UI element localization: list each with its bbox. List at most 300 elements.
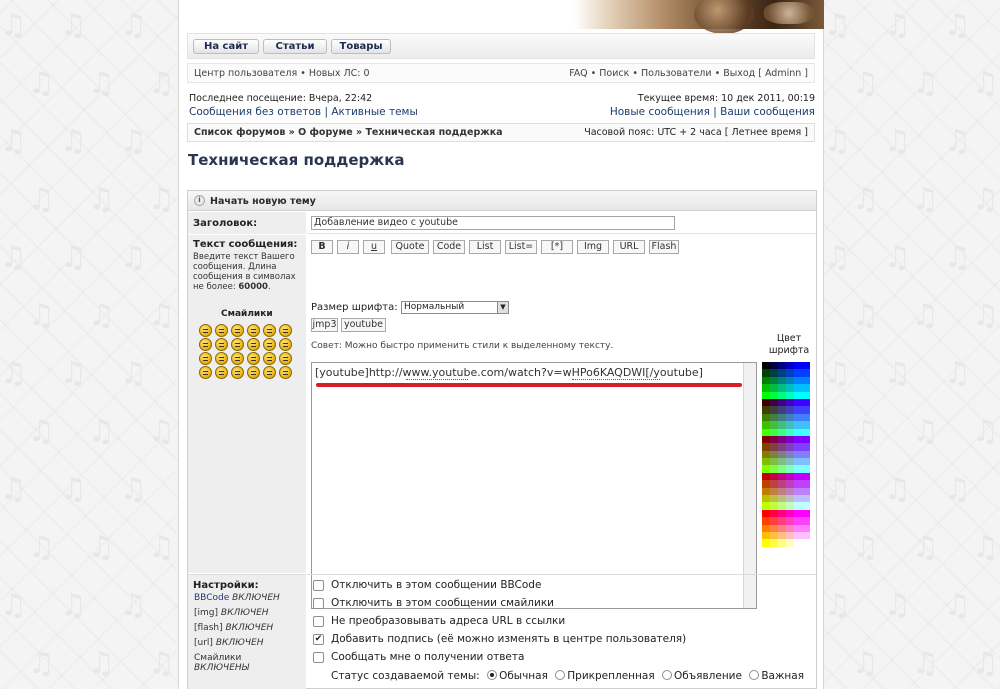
color-swatch[interactable] — [794, 421, 802, 428]
color-swatch[interactable] — [802, 480, 810, 487]
smiley-icon[interactable] — [231, 338, 244, 351]
color-swatch[interactable] — [778, 369, 786, 376]
color-swatch[interactable] — [802, 436, 810, 443]
topic-type-announce-radio[interactable] — [662, 670, 672, 680]
color-swatch[interactable] — [762, 532, 770, 539]
music-note-icon: ♫ — [60, 8, 87, 43]
music-note-icon: ♫ — [0, 472, 27, 507]
color-swatch[interactable] — [786, 414, 794, 421]
bbcode-underline-button[interactable]: u — [363, 240, 385, 254]
color-swatch[interactable] — [802, 392, 810, 399]
color-swatch[interactable] — [778, 532, 786, 539]
color-swatch[interactable] — [778, 502, 786, 509]
color-swatch[interactable] — [770, 525, 778, 532]
music-note-icon: ♫ — [884, 472, 911, 507]
scrollbar[interactable] — [743, 363, 756, 608]
breadcrumb-about[interactable]: О форуме — [298, 127, 353, 138]
color-swatch[interactable] — [794, 510, 802, 517]
color-swatch[interactable] — [802, 451, 810, 458]
color-swatch[interactable] — [770, 510, 778, 517]
color-swatch[interactable] — [770, 443, 778, 450]
new-pm-link[interactable]: Новых ЛС: 0 — [308, 68, 370, 79]
color-swatch[interactable] — [794, 539, 802, 546]
color-swatch[interactable] — [802, 473, 810, 480]
color-swatch[interactable] — [786, 480, 794, 487]
smiley-icon[interactable] — [215, 352, 228, 365]
color-swatch[interactable] — [770, 465, 778, 472]
color-swatch[interactable] — [762, 429, 770, 436]
color-swatch[interactable] — [794, 480, 802, 487]
music-note-icon: ♫ — [912, 414, 939, 449]
music-note-icon: ♫ — [972, 530, 999, 565]
music-note-icon: ♫ — [28, 414, 55, 449]
jmp3-button[interactable]: jmp3 — [312, 319, 337, 330]
music-note-icon: ♫ — [852, 66, 879, 101]
color-swatch[interactable] — [762, 539, 770, 546]
color-swatch[interactable] — [786, 458, 794, 465]
color-swatch[interactable] — [770, 392, 778, 399]
font-size-select[interactable]: Нормальный ▼ — [401, 301, 509, 314]
bbcode-quote-button[interactable]: Quote — [391, 240, 429, 254]
bbcode-italic-button[interactable]: i — [337, 240, 359, 254]
color-swatch[interactable] — [786, 384, 794, 391]
color-swatch[interactable] — [802, 384, 810, 391]
color-swatch[interactable] — [778, 429, 786, 436]
color-swatch[interactable] — [770, 369, 778, 376]
color-swatch[interactable] — [770, 429, 778, 436]
color-swatch[interactable] — [762, 384, 770, 391]
color-swatch[interactable] — [794, 406, 802, 413]
music-note-icon: ♫ — [0, 240, 27, 275]
nav-button-articles[interactable]: Статьи — [263, 39, 327, 54]
color-swatch[interactable] — [794, 502, 802, 509]
color-swatch[interactable] — [778, 495, 786, 502]
music-note-icon: ♫ — [120, 356, 147, 391]
color-swatch[interactable] — [778, 517, 786, 524]
color-swatch[interactable] — [778, 414, 786, 421]
color-swatch[interactable] — [794, 392, 802, 399]
bbcode-bold-button[interactable]: B — [311, 240, 333, 254]
music-note-icon: ♫ — [120, 588, 147, 623]
music-note-icon: ♫ — [944, 8, 971, 43]
smiley-icon[interactable] — [263, 366, 276, 379]
music-note-icon: ♫ — [60, 240, 87, 275]
color-swatch[interactable] — [770, 502, 778, 509]
color-swatch[interactable] — [786, 510, 794, 517]
color-swatch[interactable] — [770, 451, 778, 458]
color-swatch[interactable] — [762, 392, 770, 399]
bbcode-status-link[interactable]: BBCode — [194, 593, 230, 603]
color-swatch[interactable] — [762, 377, 770, 384]
color-swatch[interactable] — [794, 495, 802, 502]
color-swatch[interactable] — [794, 362, 802, 369]
unanswered-link[interactable]: Сообщения без ответов — [189, 106, 322, 118]
color-swatch[interactable] — [794, 369, 802, 376]
color-swatch[interactable] — [762, 510, 770, 517]
subject-label: Заголовок: — [193, 218, 258, 229]
color-swatch[interactable] — [802, 429, 810, 436]
smiley-icon[interactable] — [247, 324, 260, 337]
music-note-icon: ♫ — [944, 240, 971, 275]
header-banner-image — [574, 0, 824, 29]
settings-options — [307, 574, 816, 689]
smiley-icon[interactable] — [279, 338, 292, 351]
topic-type-sticky-radio[interactable] — [555, 670, 565, 680]
music-note-icon: ♫ — [148, 646, 175, 681]
color-swatch[interactable] — [778, 539, 786, 546]
smiley-icon[interactable] — [279, 366, 292, 379]
color-swatch[interactable] — [786, 369, 794, 376]
color-swatch[interactable] — [778, 480, 786, 487]
smiley-icon[interactable] — [199, 352, 212, 365]
active-topics-link[interactable]: Активные темы — [331, 106, 418, 118]
members-link[interactable]: Пользователи — [641, 68, 712, 79]
smiley-icon[interactable] — [263, 338, 276, 351]
color-swatch[interactable] — [786, 502, 794, 509]
music-note-icon: ♫ — [88, 646, 115, 681]
smiley-icon[interactable] — [199, 324, 212, 337]
music-note-icon: ♫ — [852, 414, 879, 449]
color-swatch[interactable] — [786, 488, 794, 495]
music-note-icon: ♫ — [852, 530, 879, 565]
music-note-icon: ♫ — [60, 472, 87, 507]
message-textarea[interactable] — [311, 362, 757, 609]
smiley-icon[interactable] — [215, 366, 228, 379]
message-label: Текст сообщения: — [193, 239, 298, 250]
color-swatch[interactable] — [770, 362, 778, 369]
your-posts-link[interactable]: Ваши сообщения — [720, 106, 815, 118]
color-swatch[interactable] — [762, 399, 770, 406]
color-swatch[interactable] — [794, 458, 802, 465]
color-swatch[interactable] — [794, 436, 802, 443]
bbcode-list-ordered-button[interactable]: List= — [505, 240, 537, 254]
img-status: ВКЛЮЧЕН — [220, 608, 269, 618]
color-swatch[interactable] — [762, 525, 770, 532]
music-note-icon: ♫ — [972, 182, 999, 217]
smiley-icon[interactable] — [231, 352, 244, 365]
color-swatch[interactable] — [762, 517, 770, 524]
color-swatch[interactable] — [770, 384, 778, 391]
music-note-icon: ♫ — [824, 472, 851, 507]
color-swatch[interactable] — [794, 488, 802, 495]
color-swatch[interactable] — [762, 436, 770, 443]
color-swatch[interactable] — [770, 414, 778, 421]
color-swatch[interactable] — [778, 384, 786, 391]
flash-status: ВКЛЮЧЕН — [225, 623, 274, 633]
music-note-icon: ♫ — [0, 356, 27, 391]
color-swatch[interactable] — [786, 421, 794, 428]
color-swatch[interactable] — [802, 362, 810, 369]
color-swatch[interactable] — [778, 362, 786, 369]
color-swatch[interactable] — [802, 517, 810, 524]
color-swatch[interactable] — [786, 451, 794, 458]
ucp-link[interactable]: Центр пользователя — [194, 68, 298, 79]
color-swatch[interactable] — [762, 473, 770, 480]
music-note-icon: ♫ — [0, 8, 27, 43]
notify-reply-label: Сообщать мне о получении ответа — [331, 651, 525, 663]
color-swatch[interactable] — [770, 421, 778, 428]
music-note-icon: ♫ — [852, 182, 879, 217]
music-note-icon: ♫ — [120, 240, 147, 275]
music-note-icon: ♫ — [28, 66, 55, 101]
color-swatch[interactable] — [778, 436, 786, 443]
color-swatch[interactable] — [770, 436, 778, 443]
color-swatch[interactable] — [762, 495, 770, 502]
music-note-icon: ♫ — [28, 182, 55, 217]
smiley-icon[interactable] — [263, 324, 276, 337]
color-swatch[interactable] — [762, 369, 770, 376]
color-swatch[interactable] — [786, 473, 794, 480]
color-swatch[interactable] — [786, 436, 794, 443]
background-pattern-left — [0, 0, 178, 689]
color-swatch[interactable] — [802, 510, 810, 517]
smiley-icon[interactable] — [247, 366, 260, 379]
background-pattern-right — [824, 0, 1000, 689]
color-swatch[interactable] — [786, 465, 794, 472]
youtube-button[interactable]: youtube — [341, 318, 386, 332]
color-swatch[interactable] — [802, 465, 810, 472]
bbcode-code-button[interactable]: Code — [433, 240, 465, 254]
color-swatch[interactable] — [786, 495, 794, 502]
music-note-icon: ♫ — [0, 588, 27, 623]
attach-signature-label: Добавить подпись (её можно изменять в центре пользователя) — [331, 633, 687, 645]
color-swatch[interactable] — [778, 458, 786, 465]
music-note-icon: ♫ — [884, 124, 911, 159]
color-swatch[interactable] — [778, 465, 786, 472]
color-swatch[interactable] — [802, 495, 810, 502]
smiley-icon[interactable] — [231, 324, 244, 337]
music-note-icon: ♫ — [88, 66, 115, 101]
color-swatch[interactable] — [802, 406, 810, 413]
music-note-icon: ♫ — [824, 588, 851, 623]
smiley-icon[interactable] — [279, 324, 292, 337]
color-swatch[interactable] — [778, 443, 786, 450]
settings-label: Настройки: — [193, 580, 259, 591]
color-swatch[interactable] — [786, 399, 794, 406]
color-swatch[interactable] — [762, 458, 770, 465]
color-swatch[interactable] — [770, 539, 778, 546]
breadcrumb-support[interactable]: Техническая поддержка — [365, 127, 503, 138]
color-swatch[interactable] — [802, 421, 810, 428]
color-swatch[interactable] — [794, 377, 802, 384]
music-note-icon: ♫ — [972, 66, 999, 101]
music-note-icon: ♫ — [60, 588, 87, 623]
user-links-bar: Центр пользователя • Новых ЛС: 0 FAQ • Поиск • Пользователи • Выход [ Adminn ] — [187, 63, 815, 83]
color-swatch[interactable] — [786, 362, 794, 369]
post-form-panel — [187, 190, 817, 689]
logout-link[interactable]: Выход [ Adminn ] — [723, 68, 808, 79]
disable-bbcode-checkbox[interactable] — [313, 580, 324, 591]
color-swatch[interactable] — [786, 392, 794, 399]
music-note-icon: ♫ — [972, 646, 999, 681]
music-note-icon: ♫ — [912, 298, 939, 333]
color-swatch[interactable] — [778, 392, 786, 399]
smiley-icon[interactable] — [247, 352, 260, 365]
topic-type-row: Статус создаваемой темы: Обычная Прикрепленная Объявление Важная — [331, 670, 805, 682]
music-note-icon: ♫ — [0, 124, 27, 159]
highlight-underline — [316, 383, 742, 387]
color-swatch[interactable] — [762, 443, 770, 450]
color-swatch[interactable] — [786, 406, 794, 413]
color-swatch[interactable] — [778, 451, 786, 458]
color-swatch[interactable] — [802, 443, 810, 450]
bbcode-status: ВКЛЮЧЕН — [232, 593, 280, 603]
color-palette[interactable] — [762, 362, 812, 582]
message-max: 60000 — [238, 282, 268, 292]
attach-signature-checkbox[interactable]: ✔ — [314, 634, 323, 644]
music-note-icon: ♫ — [944, 588, 971, 623]
color-swatch[interactable] — [770, 399, 778, 406]
color-swatch[interactable] — [778, 406, 786, 413]
color-swatch[interactable] — [762, 421, 770, 428]
color-swatch[interactable] — [786, 532, 794, 539]
color-swatch[interactable] — [778, 510, 786, 517]
color-swatch[interactable] — [762, 502, 770, 509]
color-swatch[interactable] — [778, 473, 786, 480]
color-swatch[interactable] — [762, 480, 770, 487]
color-swatch[interactable] — [762, 465, 770, 472]
color-swatch[interactable] — [778, 399, 786, 406]
color-swatch[interactable] — [802, 414, 810, 421]
info-icon: i — [194, 195, 205, 206]
new-posts-link[interactable]: Новые сообщения — [609, 106, 710, 118]
color-swatch[interactable] — [794, 384, 802, 391]
color-swatch[interactable] — [794, 414, 802, 421]
music-note-icon: ♫ — [60, 124, 87, 159]
color-swatch[interactable] — [794, 429, 802, 436]
smiley-icon[interactable] — [263, 352, 276, 365]
music-note-icon: ♫ — [972, 414, 999, 449]
color-swatch[interactable] — [802, 377, 810, 384]
color-swatch[interactable] — [770, 488, 778, 495]
search-link[interactable]: Поиск — [599, 68, 630, 79]
font-color-label: Цвет шрифта — [768, 333, 810, 356]
current-time-text: Текущее время: 10 дек 2011, 00:19 — [637, 93, 815, 104]
color-swatch[interactable] — [762, 406, 770, 413]
topic-type-label: Статус создаваемой темы: — [331, 670, 480, 682]
music-note-icon: ♫ — [944, 356, 971, 391]
color-swatch[interactable] — [770, 495, 778, 502]
music-note-icon: ♫ — [912, 530, 939, 565]
color-swatch[interactable] — [794, 532, 802, 539]
notify-reply-checkbox[interactable] — [313, 652, 324, 663]
color-swatch[interactable] — [794, 525, 802, 532]
smiley-icon[interactable] — [215, 324, 228, 337]
site-nav-bar — [187, 33, 815, 59]
color-swatch[interactable] — [802, 525, 810, 532]
last-visit-text: Последнее посещение: Вчера, 22:42 — [189, 93, 373, 104]
color-swatch[interactable] — [802, 369, 810, 376]
smiley-icon[interactable] — [247, 338, 260, 351]
disable-smilies-checkbox[interactable] — [313, 598, 324, 609]
font-size-label: Размер шрифта: — [311, 302, 398, 313]
forum-page: На сайт Статьи Товары Центр пользователя • Новых ЛС: 0 FAQ • Поиск • Пользователи • Выход [ Adminn ] Последнее посещение: Вчера, 22:42 Текущее время: 10 дек 2011, 00:19 Сообщения без ответов | Активные темы Новые сообщения | Ваши сообщения Список форумов » О форуме » Техническая поддержка Часовой пояс: UTC + 2 часа [ Летнее время ] Техническая поддержка i Начать новую тему Заголовок: Добавление видео с youtube Текст сообщения: Введите текст Вашего сообщения. Длина сообщения в символах не более: 60000. Смайлики B i u Quote Code List List= [*] Img URL Flash Размер шрифта: Нормальный ▼ jmp3 youtube Совет: Можно быстро применить стили к выделенному тексту. [youtube]http://www.youtube.com/watch?v=wHPo6KAQDWI[/youtube] Цвет шрифта Настройки: BBCode ВКЛЮЧЕН [img] ВКЛЮЧЕН [flash] ВКЛЮЧЕН [url] ВКЛЮЧЕН Смайлики ВКЛЮЧЕНЫ Отключить в этом сообщении BBCode Отключить в этом сообщении смайлики Не преобразовывать адреса URL в ссылки ✔ Добавить подпись (её можно изменять в центре пользователя) Сообщать мне о получении ответа Статус создаваемой темы: Обычная Прикрепленная Объявление Важная — [178, 0, 824, 689]
bbcode-flash-button[interactable]: Flash — [649, 240, 679, 254]
color-swatch[interactable] — [778, 377, 786, 384]
color-swatch[interactable] — [786, 429, 794, 436]
settings-label-cell: Настройки: BBCode ВКЛЮЧЕН [img] ВКЛЮЧЕН [flash] ВКЛЮЧЕН [url] ВКЛЮЧЕН Смайлики ВКЛЮЧЕНЫ — [188, 574, 306, 689]
color-swatch[interactable] — [778, 525, 786, 532]
color-swatch[interactable] — [794, 399, 802, 406]
nav-button-products[interactable]: Товары — [331, 39, 391, 54]
music-note-icon: ♫ — [824, 356, 851, 391]
breadcrumb-forums[interactable]: Список форумов — [194, 127, 286, 138]
color-swatch[interactable] — [794, 465, 802, 472]
color-swatch[interactable] — [786, 539, 794, 546]
color-swatch[interactable] — [762, 362, 770, 369]
nav-button-site[interactable]: На сайт — [193, 39, 259, 54]
music-note-icon: ♫ — [972, 298, 999, 333]
smilies-label: Смайлики — [221, 309, 273, 319]
color-swatch[interactable] — [802, 532, 810, 539]
smiley-icon[interactable] — [279, 352, 292, 365]
color-swatch[interactable] — [802, 458, 810, 465]
music-note-icon: ♫ — [28, 530, 55, 565]
color-swatch[interactable] — [802, 399, 810, 406]
music-note-icon: ♫ — [912, 66, 939, 101]
color-swatch[interactable] — [770, 406, 778, 413]
music-note-icon: ♫ — [884, 240, 911, 275]
color-swatch[interactable] — [802, 539, 810, 546]
color-swatch[interactable] — [794, 451, 802, 458]
music-note-icon: ♫ — [88, 182, 115, 217]
color-swatch[interactable] — [770, 480, 778, 487]
bbcode-img-button[interactable]: Img — [577, 240, 609, 254]
music-note-icon: ♫ — [148, 414, 175, 449]
bbcode-url-button[interactable]: URL — [613, 240, 645, 254]
subject-input[interactable]: Добавление видео с youtube — [311, 216, 675, 230]
smiley-icon[interactable] — [199, 338, 212, 351]
smiley-icon[interactable] — [215, 338, 228, 351]
music-note-icon: ♫ — [824, 8, 851, 43]
chevron-down-icon[interactable]: ▼ — [497, 302, 508, 313]
faq-link[interactable]: FAQ — [569, 68, 588, 79]
color-swatch[interactable] — [762, 414, 770, 421]
smiley-icon[interactable] — [199, 366, 212, 379]
bbcode-list-button[interactable]: List — [469, 240, 501, 254]
color-swatch[interactable] — [770, 532, 778, 539]
color-swatch[interactable] — [802, 502, 810, 509]
color-swatch[interactable] — [762, 451, 770, 458]
color-swatch[interactable] — [770, 473, 778, 480]
smiley-icon[interactable] — [231, 366, 244, 379]
music-note-icon: ♫ — [120, 8, 147, 43]
bbcode-list-item-button[interactable]: [*] — [541, 240, 573, 254]
color-swatch[interactable] — [770, 517, 778, 524]
color-swatch[interactable] — [802, 488, 810, 495]
topic-type-normal-radio[interactable] — [487, 670, 497, 680]
color-swatch[interactable] — [762, 488, 770, 495]
color-swatch[interactable] — [770, 377, 778, 384]
color-swatch[interactable] — [794, 473, 802, 480]
disable-magic-url-checkbox[interactable] — [313, 616, 324, 627]
topic-type-global-radio[interactable] — [749, 670, 759, 680]
color-swatch[interactable] — [786, 377, 794, 384]
color-swatch[interactable] — [778, 488, 786, 495]
color-swatch[interactable] — [786, 525, 794, 532]
smilies-status: ВКЛЮЧЕНЫ — [194, 663, 250, 673]
color-swatch[interactable] — [786, 443, 794, 450]
color-swatch[interactable] — [786, 517, 794, 524]
color-swatch[interactable] — [770, 458, 778, 465]
music-note-icon: ♫ — [884, 588, 911, 623]
color-swatch[interactable] — [794, 443, 802, 450]
music-note-icon: ♫ — [88, 414, 115, 449]
disable-smilies-label: Отключить в этом сообщении смайлики — [331, 597, 554, 609]
message-label-cell: Текст сообщения: Введите текст Вашего сообщения. Длина сообщения в символах не более: 60000. Смайлики — [188, 235, 306, 573]
color-swatch[interactable] — [794, 517, 802, 524]
color-swatch[interactable] — [778, 421, 786, 428]
